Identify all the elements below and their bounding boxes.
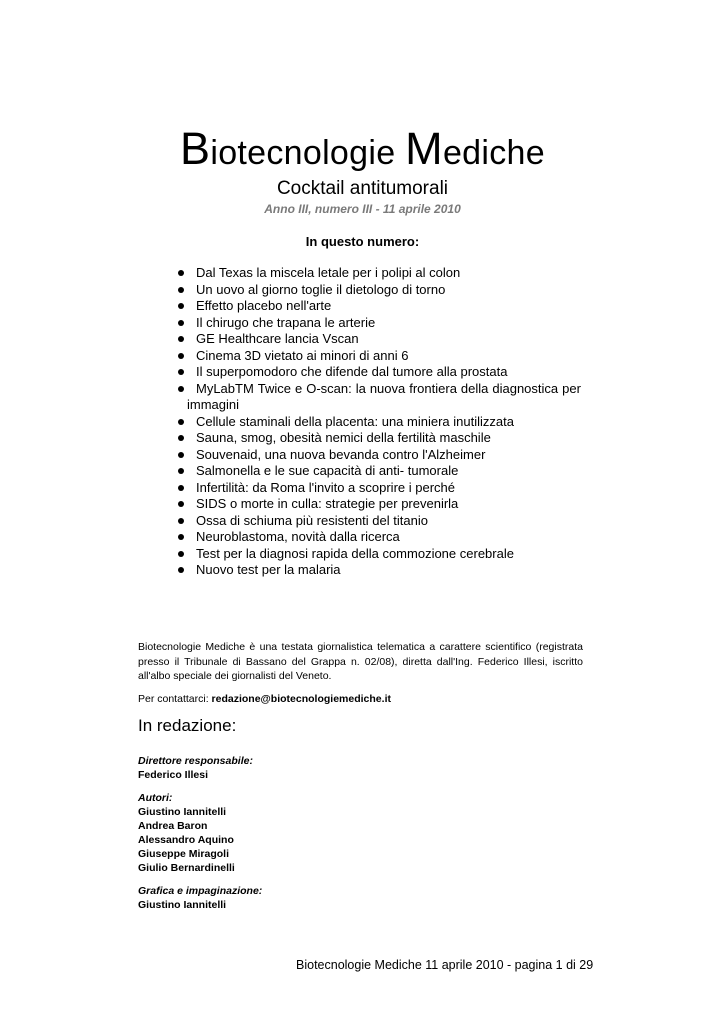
word: la (355, 380, 366, 396)
bullet-icon (178, 419, 184, 425)
contact-line (138, 693, 391, 705)
word: frontiera (409, 380, 457, 396)
toc-item-text: Ossa di schiuma più resistenti del titanio (196, 512, 428, 528)
toc-item-text: SIDS o morte in culla: strategie per prevenirla (196, 496, 459, 511)
contact-email: redazione@biotecnologiemediche.it (211, 693, 391, 705)
bullet-icon (178, 369, 184, 375)
issue-subtitle: Cocktail antitumorali (276, 178, 449, 199)
bullet-icon (178, 518, 184, 524)
contact-label: Per contattarci: (138, 693, 209, 705)
toc-heading: In questo numero: (305, 234, 420, 249)
toc-item-text: Test per la diagnosi rapida della commozione cerebrale (196, 545, 514, 561)
bullet-icon (178, 567, 184, 573)
toc-item-text: Un uovo al giorno toglie il dietologo di torno (196, 281, 446, 297)
bullet-icon (178, 353, 184, 359)
toc-item (178, 348, 581, 365)
toc-item (178, 381, 581, 414)
word: nuova (369, 380, 406, 396)
word: diagnostica (492, 380, 559, 396)
toc-item-text: GE Healthcare lancia Vscan (196, 331, 359, 346)
toc-item-text: Cinema 3D vietato ai minori di anni 6 (196, 347, 409, 363)
toc-item-text: Il superpomodoro che difende dal tumore alla prostata (196, 364, 508, 379)
author-name: Giustino Iannitelli (138, 806, 227, 818)
bullet-icon (178, 468, 184, 474)
toc-item-text: Salmonella e le sue capacità di anti- tumorale (196, 463, 459, 478)
toc-item (178, 529, 581, 546)
word: per (562, 380, 581, 396)
toc-item-text: Nuovo test per la malaria (196, 562, 341, 577)
issue-info: Anno III, numero III - 11 aprile 2010 (264, 202, 461, 216)
toc-item (178, 496, 581, 513)
director-role: Direttore responsabile: (138, 755, 253, 767)
title-word-1: iotecnologie (210, 134, 396, 172)
toc-item (178, 463, 581, 480)
toc-item-text: Cellule staminali della placenta: una miniera inutilizzata (196, 413, 514, 429)
staff-credits (138, 754, 262, 921)
word: O-scan: (306, 380, 352, 396)
toc-item-text: Neuroblastoma, novità dalla ricerca (196, 529, 400, 544)
toc-item-text: Effetto placebo nell'arte (196, 298, 332, 313)
word: MyLabTM (196, 380, 254, 396)
toc-item (178, 562, 581, 579)
toc-item-text: Dal Texas la miscela letale per i polipi al colon (196, 265, 461, 280)
toc-item-line-2: immagini (187, 397, 240, 412)
authors-group (138, 791, 262, 875)
title-initial-m: M (405, 123, 443, 174)
bullet-icon (178, 303, 184, 309)
author-name: Giuseppe Miragoli (138, 848, 230, 860)
toc-item-line-1 (196, 381, 581, 398)
bullet-icon (178, 534, 184, 540)
bullet-icon (178, 270, 184, 276)
author-name: Andrea Baron (138, 820, 208, 832)
toc-item-text: Souvenaid, una nuova bevanda contro l'Alzheimer (196, 446, 486, 462)
toc-item (178, 430, 581, 447)
bullet-icon (178, 435, 184, 441)
page-footer: Biotecnologie Mediche 11 aprile 2010 - pagina 1 di 29 (296, 958, 594, 972)
authors-role: Autori: (138, 792, 173, 804)
toc-item (178, 546, 581, 563)
director-name: Federico Illesi (138, 769, 209, 781)
bullet-icon (178, 336, 184, 342)
toc-item-text: Sauna, smog, obesità nemici della fertilità maschile (196, 430, 491, 445)
toc-item (178, 265, 581, 282)
bullet-icon (178, 501, 184, 507)
staff-title: In redazione: (138, 716, 237, 735)
bullet-icon (178, 287, 184, 293)
bullet-icon (178, 485, 184, 491)
author-name: Giulio Bernardinelli (138, 862, 235, 874)
toc-item (178, 331, 581, 348)
word: della (460, 380, 489, 396)
graphics-name: Giustino Iannitelli (138, 899, 227, 911)
toc-item-text: Il chirugo che trapana le arterie (196, 314, 376, 330)
bullet-icon (178, 452, 184, 458)
author-name: Alessandro Aquino (138, 834, 234, 846)
masthead (0, 124, 725, 178)
graphics-role: Grafica e impaginazione: (138, 885, 263, 897)
toc-item (178, 480, 581, 497)
toc-item (178, 282, 581, 299)
toc-item (178, 364, 581, 381)
toc-item (178, 315, 581, 332)
publication-info: Biotecnologie Mediche è una testata giornalistica telematica a carattere scientifico (registrata presso il Tribunale di Bassano del Grappa n. 02/08), diretta dall'Ing. Federico Illesi, iscritto all'albo speciale dei giornalisti del Veneto. (138, 641, 583, 682)
toc-list (178, 265, 581, 579)
director-group (138, 754, 262, 782)
toc-item (178, 447, 581, 464)
title-initial-b: B (180, 123, 211, 174)
toc-item (178, 513, 581, 530)
title-word-2: ediche (442, 134, 545, 172)
page-title (180, 123, 545, 174)
toc-item (178, 298, 581, 315)
word: e (295, 380, 303, 396)
toc-item (178, 414, 581, 431)
bullet-icon (178, 551, 184, 557)
graphics-group (138, 884, 262, 912)
bullet-icon (178, 320, 184, 326)
bullet-icon (178, 386, 184, 392)
toc-item-text: Infertilità: da Roma l'invito a scoprire i perché (196, 479, 455, 495)
word: Twice (257, 380, 292, 396)
